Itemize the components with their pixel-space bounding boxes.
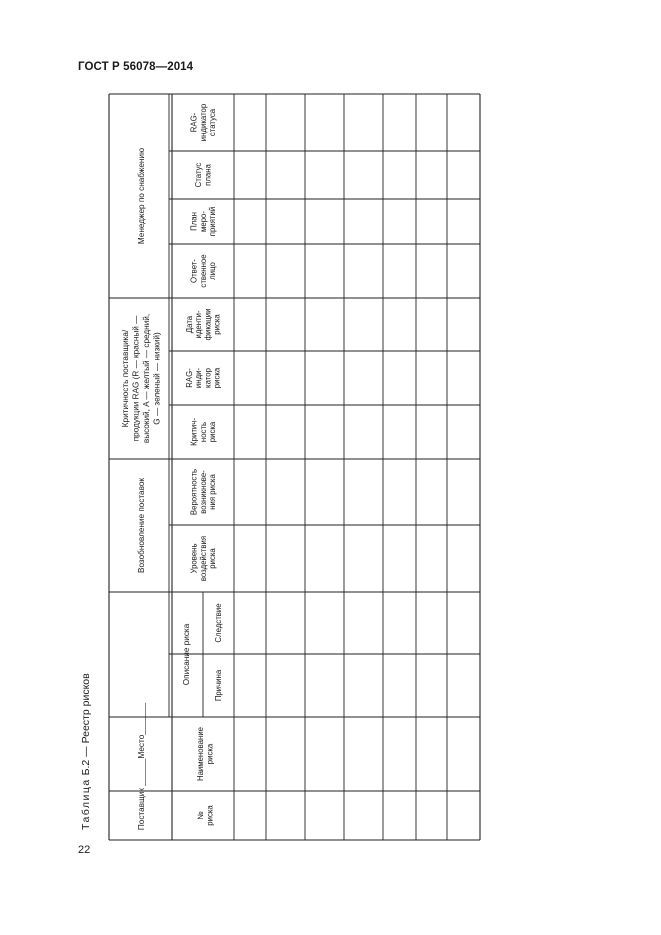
standard-id: ГОСТ Р 56078—2014: [78, 61, 194, 73]
group-header-manager: Менеджер по снабжению: [136, 147, 146, 245]
column-header-no: №риска: [196, 805, 215, 826]
column-header-consequence: Следствие: [213, 603, 223, 643]
group-header-supplier: Поставщик ______Место_______: [136, 702, 146, 831]
column-header-name: Наименованиериска: [196, 726, 215, 782]
column-header-impact: Уровеньвоздействияриска: [189, 535, 217, 582]
column-header-probability: Вероятностьвозникнове-ния риска: [189, 468, 217, 516]
column-header-responsible: Ответ-ственноелицо: [189, 254, 217, 288]
column-header-cause: Причина: [213, 669, 223, 702]
column-header-action_plan: Планмеро-приятий: [189, 206, 217, 237]
group-header-criticality: Критичность поставщика/ продукции RAG (R — красный — высокий, A — желтый — средний, G — зеленый — низкий): [120, 313, 162, 444]
table-caption-label: Таблица: [80, 778, 92, 830]
column-header-rag_risk: RAG-инди-каторриска: [185, 367, 222, 389]
column-header-rag_status: RAG-индикаторстатуса: [189, 103, 217, 142]
column-header-criticality: Критич-ностьриска: [189, 418, 217, 446]
group-header-resumption: Возобновление поставок: [136, 477, 146, 574]
column-header-ident_date: Датаиденти-фикациириска: [185, 308, 222, 341]
group-header-risk-description: Описание риска: [181, 623, 191, 686]
page-number: 22: [78, 844, 91, 856]
table-caption-text: Б.2 — Реестр рисков: [80, 673, 92, 779]
column-header-plan_status: Статусплана: [194, 162, 213, 188]
